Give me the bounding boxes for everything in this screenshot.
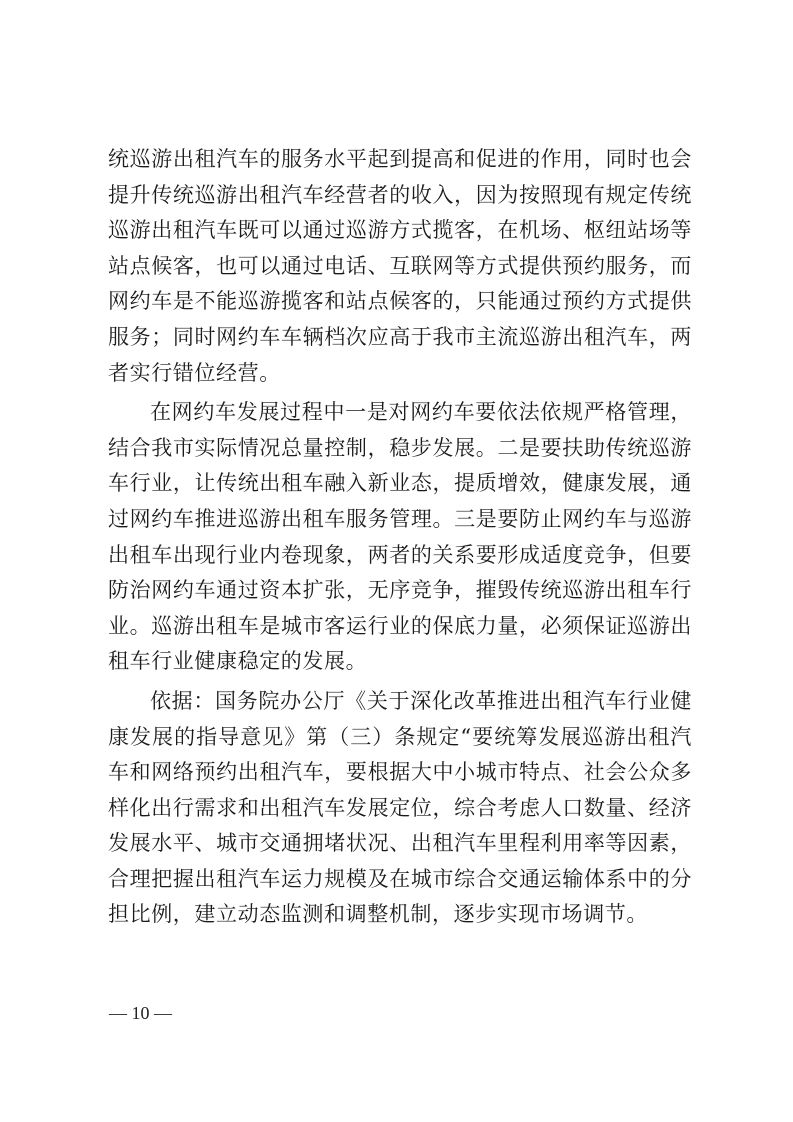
paragraph-development-measures: 在网约车发展过程中一是对网约车要依法依规严格管理，结合我市实际情况总量控制，稳步发展。二是要扶助传统巡游车行业，让传统出租车融入新业态，提质增效，健康发展，通过网约车推进巡游出租车服务管理。三是要防止网约车与巡游出租车出现行业内卷现象，两者的关系要形成适度竞争，但要防治网约车通过资本扩张，无序竞争，摧毁传统巡游出租车行业。巡游出租车是城市客运行业的保底力量，必须保证巡游出租车行业健康稳定的发展。 xyxy=(108,400,692,674)
paragraph-continued: 统巡游出租汽车的服务水平起到提高和促进的作用，同时也会提升传统巡游出租汽车经营者的收入，因为按照现有规定传统巡游出租汽车既可以通过巡游方式揽客，在机场、枢纽站场等站点候客，也可以通过电话、互联网等方式提供预约服务，而网约车是不能巡游揽客和站点候客的，只能通过预约方式提供服务；同时网约车车辆档次应高于我市主流巡游出租汽车，两者实行错位经营。 xyxy=(108,147,692,385)
page-number: — 10 — xyxy=(109,1003,172,1023)
body-text xyxy=(108,142,692,933)
paragraph-legal-basis: 依据：国务院办公厅《关于深化改革推进出租汽车行业健康发展的指导意见》第（三）条规定“要统筹发展巡游出租汽车和网络预约出租汽车，要根据大中小城市特点、社会公众多样化出行需求和出租汽车发展定位，综合考虑人口数量、经济发展水平、城市交通拥堵状况、出租汽车里程利用率等因素，合理把握出租汽车运力规模及在城市综合交通运输体系中的分担比例，建立动态监测和调整机制，逐步实现市场调节。 xyxy=(108,688,692,927)
